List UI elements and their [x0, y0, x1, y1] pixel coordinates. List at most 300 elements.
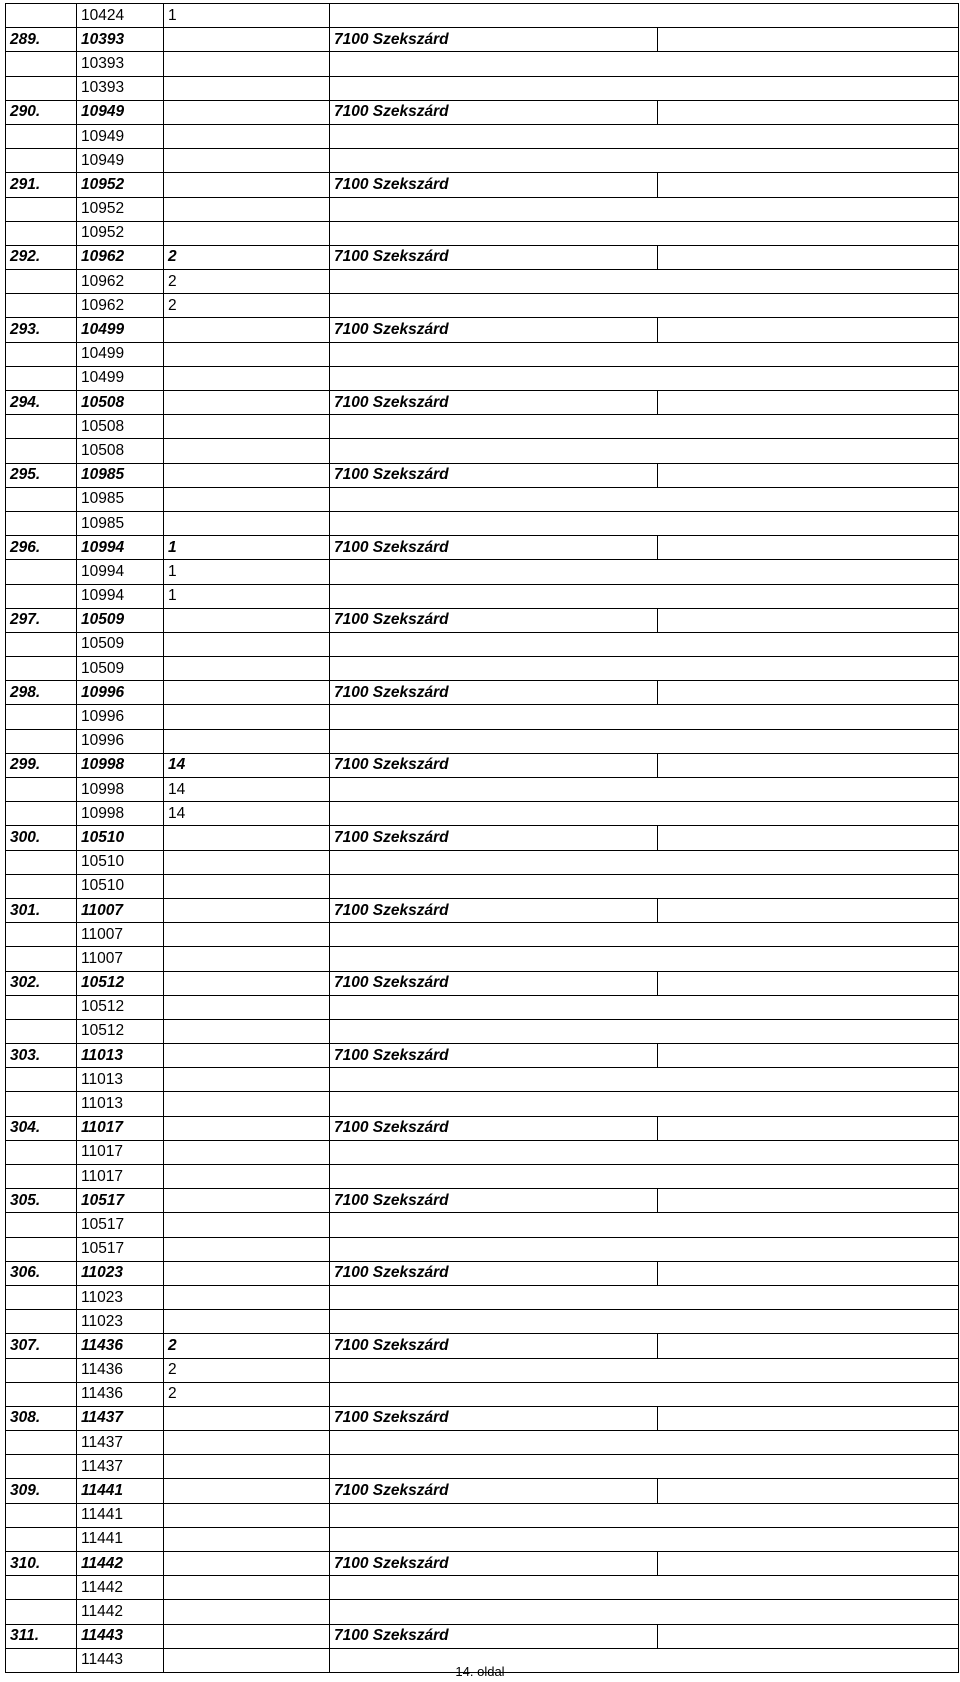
empty-cell [6, 439, 77, 463]
empty-cell [6, 221, 77, 245]
empty-cell [658, 826, 959, 850]
record-sub-number: 14 [164, 753, 330, 777]
empty-cell [330, 1358, 959, 1382]
hrsz-cell: 10393 [77, 76, 164, 100]
empty-cell [6, 923, 77, 947]
empty-cell [658, 318, 959, 342]
detail-row [6, 511, 959, 535]
sub-number-cell [164, 632, 330, 656]
record-hrsz: 11442 [77, 1552, 164, 1576]
empty-cell [6, 76, 77, 100]
detail-row [6, 560, 959, 584]
hrsz-cell: 10996 [77, 705, 164, 729]
empty-cell [6, 52, 77, 76]
record-number: 300. [6, 826, 77, 850]
empty-cell [330, 149, 959, 173]
record-hrsz: 10510 [77, 826, 164, 850]
parcel-table-body [6, 4, 959, 1673]
empty-cell [658, 391, 959, 415]
page-footer [0, 1664, 960, 1679]
detail-row [6, 1310, 959, 1334]
empty-cell [6, 1165, 77, 1189]
detail-row [6, 197, 959, 221]
sub-number-cell [164, 342, 330, 366]
record-sub-number [164, 28, 330, 52]
record-sub-number [164, 100, 330, 124]
record-sub-number [164, 1116, 330, 1140]
record-hrsz: 10985 [77, 463, 164, 487]
empty-cell [658, 1044, 959, 1068]
hrsz-cell: 11437 [77, 1455, 164, 1479]
detail-row [6, 1092, 959, 1116]
record-sub-number: 1 [164, 536, 330, 560]
detail-row [6, 632, 959, 656]
record-sub-number [164, 173, 330, 197]
detail-row [6, 923, 959, 947]
detail-row [6, 1382, 959, 1406]
empty-cell [330, 1382, 959, 1406]
record-hrsz: 10509 [77, 608, 164, 632]
empty-cell [6, 1310, 77, 1334]
record-header-row [6, 28, 959, 52]
record-hrsz: 11013 [77, 1044, 164, 1068]
detail-row [6, 729, 959, 753]
empty-cell [658, 1116, 959, 1140]
hrsz-cell: 10424 [77, 4, 164, 28]
sub-number-cell [164, 366, 330, 390]
empty-cell [330, 1237, 959, 1261]
record-header-row [6, 1479, 959, 1503]
record-number: 290. [6, 100, 77, 124]
empty-cell [330, 294, 959, 318]
sub-number-cell [164, 52, 330, 76]
empty-cell [330, 124, 959, 148]
record-number: 299. [6, 753, 77, 777]
hrsz-cell: 10508 [77, 439, 164, 463]
sub-number-cell [164, 729, 330, 753]
record-number: 298. [6, 681, 77, 705]
sub-number-cell [164, 124, 330, 148]
detail-row [6, 439, 959, 463]
hrsz-cell: 10499 [77, 366, 164, 390]
record-town: 7100 Szekszárd [330, 28, 658, 52]
hrsz-cell: 11437 [77, 1431, 164, 1455]
sub-number-cell [164, 923, 330, 947]
record-town: 7100 Szekszárd [330, 173, 658, 197]
sub-number-cell [164, 1503, 330, 1527]
empty-cell [6, 4, 77, 28]
record-hrsz: 11007 [77, 898, 164, 922]
sub-number-cell [164, 1285, 330, 1309]
empty-cell [658, 28, 959, 52]
empty-cell [330, 947, 959, 971]
detail-row [6, 415, 959, 439]
detail-row [6, 221, 959, 245]
record-town: 7100 Szekszárd [330, 1406, 658, 1430]
empty-cell [330, 632, 959, 656]
record-sub-number [164, 1189, 330, 1213]
record-town: 7100 Szekszárd [330, 1116, 658, 1140]
empty-cell [330, 1576, 959, 1600]
empty-cell [6, 1358, 77, 1382]
empty-cell [6, 850, 77, 874]
record-sub-number: 2 [164, 245, 330, 269]
detail-row [6, 874, 959, 898]
detail-row [6, 584, 959, 608]
sub-number-cell [164, 874, 330, 898]
record-hrsz: 10517 [77, 1189, 164, 1213]
record-town: 7100 Szekszárd [330, 463, 658, 487]
empty-cell [6, 1213, 77, 1237]
detail-row [6, 124, 959, 148]
detail-row [6, 850, 959, 874]
empty-cell [6, 560, 77, 584]
empty-cell [330, 76, 959, 100]
detail-row [6, 1019, 959, 1043]
empty-cell [6, 1431, 77, 1455]
sub-number-cell [164, 197, 330, 221]
detail-row [6, 1358, 959, 1382]
record-sub-number [164, 826, 330, 850]
record-number: 304. [6, 1116, 77, 1140]
hrsz-cell: 11023 [77, 1285, 164, 1309]
record-number: 295. [6, 463, 77, 487]
record-number: 308. [6, 1406, 77, 1430]
sub-number-cell [164, 947, 330, 971]
sub-number-cell: 2 [164, 1382, 330, 1406]
parcel-table [5, 3, 959, 1673]
record-town: 7100 Szekszárd [330, 1552, 658, 1576]
detail-row [6, 705, 959, 729]
empty-cell [330, 4, 959, 28]
record-hrsz: 10393 [77, 28, 164, 52]
empty-cell [658, 1261, 959, 1285]
record-hrsz: 10994 [77, 536, 164, 560]
record-header-row [6, 173, 959, 197]
empty-cell [330, 729, 959, 753]
empty-cell [6, 1503, 77, 1527]
record-town: 7100 Szekszárd [330, 898, 658, 922]
sub-number-cell [164, 1455, 330, 1479]
sub-number-cell: 1 [164, 4, 330, 28]
hrsz-cell: 10509 [77, 657, 164, 681]
record-header-row [6, 826, 959, 850]
hrsz-cell: 11017 [77, 1165, 164, 1189]
detail-row [6, 1503, 959, 1527]
empty-cell [6, 197, 77, 221]
hrsz-cell: 10393 [77, 52, 164, 76]
detail-row [6, 1285, 959, 1309]
detail-row [6, 1165, 959, 1189]
empty-cell [6, 778, 77, 802]
detail-row [6, 1576, 959, 1600]
record-header-row [6, 1334, 959, 1358]
record-number: 311. [6, 1624, 77, 1648]
record-number: 292. [6, 245, 77, 269]
record-header-row [6, 245, 959, 269]
empty-cell [6, 1140, 77, 1164]
empty-cell [6, 632, 77, 656]
record-header-row [6, 100, 959, 124]
detail-row [6, 76, 959, 100]
sub-number-cell [164, 487, 330, 511]
detail-row [6, 1600, 959, 1624]
empty-cell [658, 1334, 959, 1358]
empty-cell [658, 1552, 959, 1576]
hrsz-cell: 10517 [77, 1237, 164, 1261]
empty-cell [6, 947, 77, 971]
empty-cell [330, 270, 959, 294]
record-number: 289. [6, 28, 77, 52]
empty-cell [658, 173, 959, 197]
empty-cell [6, 995, 77, 1019]
detail-row [6, 52, 959, 76]
record-hrsz: 10952 [77, 173, 164, 197]
sub-number-cell [164, 705, 330, 729]
record-number: 293. [6, 318, 77, 342]
hrsz-cell: 10949 [77, 149, 164, 173]
hrsz-cell: 10952 [77, 221, 164, 245]
record-sub-number [164, 463, 330, 487]
empty-cell [6, 1019, 77, 1043]
sub-number-cell: 14 [164, 802, 330, 826]
empty-cell [6, 124, 77, 148]
record-header-row [6, 753, 959, 777]
record-hrsz: 11017 [77, 1116, 164, 1140]
detail-row [6, 1068, 959, 1092]
record-header-row [6, 463, 959, 487]
hrsz-cell: 10510 [77, 850, 164, 874]
sub-number-cell [164, 1527, 330, 1551]
empty-cell [330, 1310, 959, 1334]
record-town: 7100 Szekszárd [330, 681, 658, 705]
empty-cell [6, 802, 77, 826]
empty-cell [330, 1285, 959, 1309]
detail-row [6, 1455, 959, 1479]
empty-cell [330, 850, 959, 874]
record-town: 7100 Szekszárd [330, 1624, 658, 1648]
empty-cell [330, 923, 959, 947]
record-town: 7100 Szekszárd [330, 1044, 658, 1068]
empty-cell [330, 366, 959, 390]
empty-cell [330, 415, 959, 439]
record-sub-number: 2 [164, 1334, 330, 1358]
empty-cell [6, 487, 77, 511]
empty-cell [658, 1624, 959, 1648]
hrsz-cell: 11023 [77, 1310, 164, 1334]
record-header-row [6, 318, 959, 342]
sub-number-cell [164, 1310, 330, 1334]
record-hrsz: 10508 [77, 391, 164, 415]
empty-cell [6, 1285, 77, 1309]
sub-number-cell: 2 [164, 270, 330, 294]
empty-cell [330, 439, 959, 463]
record-town: 7100 Szekszárd [330, 536, 658, 560]
empty-cell [6, 1455, 77, 1479]
detail-row [6, 802, 959, 826]
sub-number-cell [164, 1165, 330, 1189]
record-header-row [6, 971, 959, 995]
hrsz-cell: 10998 [77, 778, 164, 802]
document-page [5, 3, 958, 1673]
empty-cell [6, 705, 77, 729]
empty-cell [658, 898, 959, 922]
empty-cell [330, 52, 959, 76]
empty-cell [330, 1503, 959, 1527]
hrsz-cell: 10996 [77, 729, 164, 753]
page-number: 14. oldal [455, 1664, 505, 1679]
empty-cell [330, 705, 959, 729]
record-header-row [6, 1189, 959, 1213]
empty-cell [6, 729, 77, 753]
hrsz-cell: 10508 [77, 415, 164, 439]
record-number: 306. [6, 1261, 77, 1285]
record-header-row [6, 1552, 959, 1576]
sub-number-cell [164, 1019, 330, 1043]
hrsz-cell: 11017 [77, 1140, 164, 1164]
record-header-row [6, 391, 959, 415]
empty-cell [6, 415, 77, 439]
sub-number-cell [164, 1431, 330, 1455]
empty-cell [6, 1382, 77, 1406]
sub-number-cell [164, 1213, 330, 1237]
sub-number-cell: 14 [164, 778, 330, 802]
empty-cell [6, 1576, 77, 1600]
empty-cell [6, 874, 77, 898]
empty-cell [6, 342, 77, 366]
empty-cell [330, 221, 959, 245]
record-town: 7100 Szekszárd [330, 245, 658, 269]
hrsz-cell: 11436 [77, 1382, 164, 1406]
empty-cell [330, 874, 959, 898]
empty-cell [658, 608, 959, 632]
hrsz-cell: 10512 [77, 1019, 164, 1043]
empty-cell [658, 245, 959, 269]
record-sub-number [164, 1044, 330, 1068]
record-number: 309. [6, 1479, 77, 1503]
record-number: 294. [6, 391, 77, 415]
record-sub-number [164, 1261, 330, 1285]
empty-cell [6, 1068, 77, 1092]
empty-cell [330, 1527, 959, 1551]
hrsz-cell: 11007 [77, 947, 164, 971]
detail-row [6, 657, 959, 681]
hrsz-cell: 10994 [77, 584, 164, 608]
detail-row [6, 149, 959, 173]
empty-cell [330, 657, 959, 681]
empty-cell [330, 1019, 959, 1043]
record-sub-number [164, 1479, 330, 1503]
sub-number-cell [164, 1140, 330, 1164]
record-header-row [6, 536, 959, 560]
empty-cell [330, 1068, 959, 1092]
empty-cell [6, 1600, 77, 1624]
detail-row [6, 995, 959, 1019]
hrsz-cell: 11443 [77, 1648, 164, 1672]
empty-cell [6, 149, 77, 173]
empty-cell [658, 463, 959, 487]
empty-cell [6, 1527, 77, 1551]
empty-cell [330, 1092, 959, 1116]
record-header-row [6, 1261, 959, 1285]
record-sub-number [164, 318, 330, 342]
empty-cell [330, 487, 959, 511]
hrsz-cell: 10517 [77, 1213, 164, 1237]
record-town: 7100 Szekszárd [330, 753, 658, 777]
empty-cell [658, 1189, 959, 1213]
empty-cell [330, 197, 959, 221]
record-hrsz: 10949 [77, 100, 164, 124]
record-hrsz: 11023 [77, 1261, 164, 1285]
empty-cell [330, 560, 959, 584]
record-number: 302. [6, 971, 77, 995]
detail-row [6, 366, 959, 390]
sub-number-cell [164, 657, 330, 681]
record-number: 310. [6, 1552, 77, 1576]
hrsz-cell: 10962 [77, 294, 164, 318]
record-sub-number [164, 1406, 330, 1430]
record-number: 307. [6, 1334, 77, 1358]
record-hrsz: 10499 [77, 318, 164, 342]
empty-cell [658, 1406, 959, 1430]
empty-cell [6, 270, 77, 294]
hrsz-cell: 10509 [77, 632, 164, 656]
detail-row [6, 294, 959, 318]
sub-number-cell [164, 1576, 330, 1600]
record-header-row [6, 1406, 959, 1430]
empty-cell [330, 1600, 959, 1624]
detail-row [6, 778, 959, 802]
detail-row [6, 342, 959, 366]
hrsz-cell: 11442 [77, 1576, 164, 1600]
record-header-row [6, 1624, 959, 1648]
hrsz-cell: 10949 [77, 124, 164, 148]
sub-number-cell [164, 439, 330, 463]
record-hrsz: 10996 [77, 681, 164, 705]
empty-cell [658, 681, 959, 705]
hrsz-cell: 10985 [77, 511, 164, 535]
hrsz-cell: 10962 [77, 270, 164, 294]
detail-row [6, 270, 959, 294]
sub-number-cell [164, 221, 330, 245]
detail-row [6, 1237, 959, 1261]
sub-number-cell [164, 149, 330, 173]
record-hrsz: 11441 [77, 1479, 164, 1503]
record-header-row [6, 1044, 959, 1068]
record-town: 7100 Szekszárd [330, 100, 658, 124]
record-number: 297. [6, 608, 77, 632]
empty-cell [330, 1140, 959, 1164]
hrsz-cell: 11441 [77, 1503, 164, 1527]
record-number: 291. [6, 173, 77, 197]
detail-row [6, 4, 959, 28]
empty-cell [658, 971, 959, 995]
detail-row [6, 947, 959, 971]
hrsz-cell: 10512 [77, 995, 164, 1019]
hrsz-cell: 10510 [77, 874, 164, 898]
sub-number-cell: 1 [164, 560, 330, 584]
empty-cell [658, 100, 959, 124]
empty-cell [6, 584, 77, 608]
detail-row [6, 1527, 959, 1551]
empty-cell [330, 511, 959, 535]
record-town: 7100 Szekszárd [330, 826, 658, 850]
sub-number-cell [164, 1237, 330, 1261]
record-town: 7100 Szekszárd [330, 391, 658, 415]
hrsz-cell: 10952 [77, 197, 164, 221]
hrsz-cell: 10499 [77, 342, 164, 366]
empty-cell [6, 1092, 77, 1116]
